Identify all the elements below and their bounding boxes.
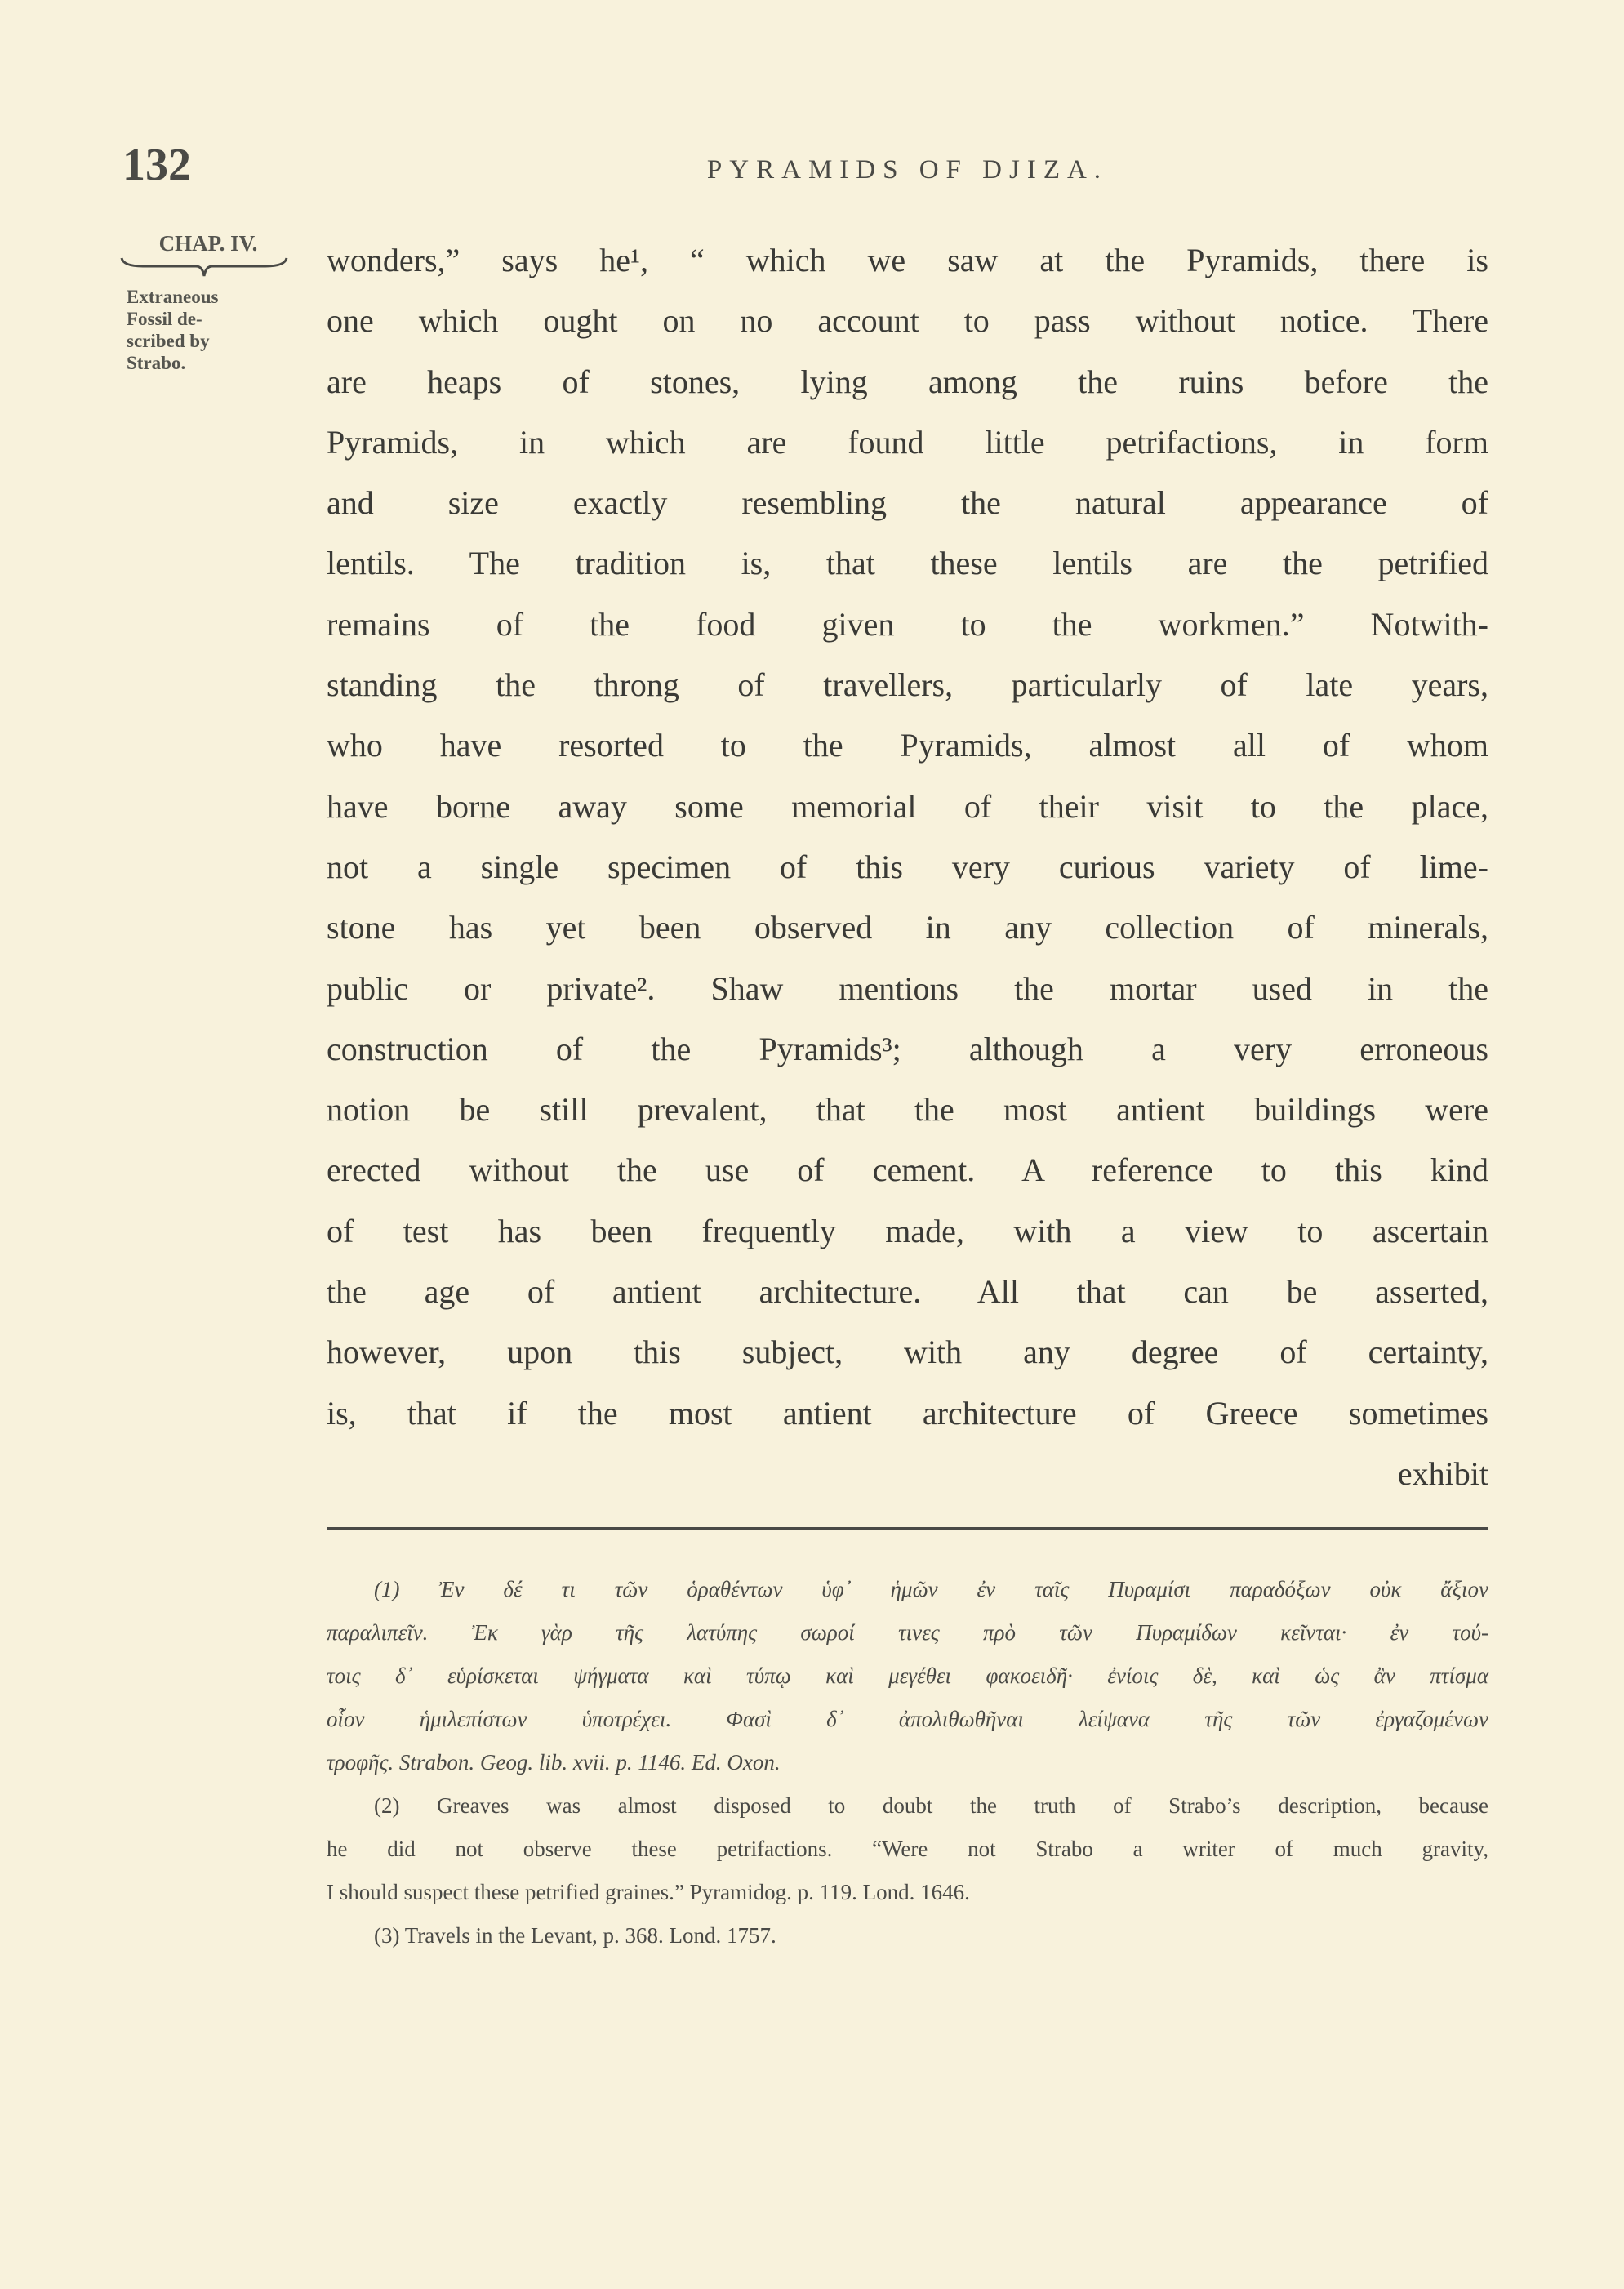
body-line: Pyramids, in which are found little petrifactions, in form <box>327 423 1488 461</box>
running-title: PYRAMIDS OF DJIZA. <box>706 155 1109 185</box>
page-number: 132 <box>122 140 191 190</box>
footnote-3: (3) Travels in the Levant, p. 368. Lond. 1757. <box>374 1923 776 1948</box>
footnote-2-line: he did not observe these petrifactions. “Were not Strabo a writer of much gravity, <box>327 1837 1488 1861</box>
brace-ornament <box>118 256 290 278</box>
body-line: have borne away some memorial of their visit to the place, <box>327 787 1488 825</box>
body-line: however, upon this subject, with any degree of certainty, <box>327 1334 1488 1371</box>
body-line: standing the throng of travellers, particularly of late years, <box>327 666 1488 704</box>
body-line: remains of the food given to the workmen.” Notwith- <box>327 605 1488 643</box>
side-note-line: Extraneous <box>127 287 219 307</box>
body-line: and size exactly resembling the natural appearance of <box>327 484 1488 522</box>
body-line: is, that if the most antient architecture of Greece sometimes <box>327 1394 1488 1432</box>
body-line: public or private². Shaw mentions the mortar used in the <box>327 969 1488 1007</box>
side-note-line: scribed by <box>127 331 210 351</box>
footnote-1-line: τροφῆς. Strabon. Geog. lib. xvii. p. 1146. Ed. Oxon. <box>327 1750 781 1775</box>
body-line: wonders,” says he¹, “ which we saw at the Pyramids, there is <box>327 242 1488 278</box>
side-note-line: Fossil de- <box>127 309 202 329</box>
footnotes <box>327 1568 1488 1957</box>
body-line: erected without the use of cement. A reference to this kind <box>327 1151 1488 1189</box>
catchword: exhibit <box>1397 1454 1488 1492</box>
footnote-1-line: τοις δ᾽ εὑρίσκεται ψήγματα καὶ τύπῳ καὶ μεγέθει φακοειδῆ· ἐνίοις δὲ, καὶ ὡς ἂν πτίσμα <box>327 1663 1488 1688</box>
body-line: lentils. The tradition is, that these lentils are the petrified <box>327 545 1488 582</box>
side-note-line: Strabo. <box>127 353 186 373</box>
body-line: the age of antient architecture. All that can be asserted, <box>327 1273 1488 1311</box>
marginal-note <box>127 233 298 374</box>
body-line: who have resorted to the Pyramids, almost all of whom <box>327 727 1488 764</box>
body-line: notion be still prevalent, that the most antient buildings were <box>327 1091 1488 1129</box>
chapter-label: CHAP. IV. <box>158 231 258 256</box>
body-line: of test has been frequently made, with a view to ascertain <box>327 1212 1488 1249</box>
footnote-1-line: παραλιπεῖν. Ἐκ γὰρ τῆς λατύπης σωροί τινες πρὸ τῶν Πυραμίδων κεῖνται· ἐν τού- <box>327 1620 1488 1645</box>
body-line: construction of the Pyramids³; although a very erroneous <box>327 1030 1488 1067</box>
footnote-rule <box>327 1527 1488 1530</box>
footnote-2-line: (2) Greaves was almost disposed to doubt the truth of Strabo’s description, because <box>374 1793 1488 1818</box>
body-line: one which ought on no account to pass without notice. There <box>327 302 1488 340</box>
body-line: stone has yet been observed in any collection of minerals, <box>327 909 1488 946</box>
body-line: not a single specimen of this very curious variety of lime- <box>327 848 1488 885</box>
footnote-2-line: I should suspect these petrified graines.” Pyramidog. p. 119. Lond. 1646. <box>327 1880 970 1904</box>
footnote-1-line: (1) Ἐν δέ τι τῶν ὁραθέντων ὑφ᾽ ἡμῶν ἐν ταῖς Πυραμίσι παραδόξων οὐκ ἄξιον <box>374 1577 1488 1601</box>
body-line: are heaps of stones, lying among the ruins before the <box>327 363 1488 400</box>
footnote-1-line: οἷον ἡμιλεπίστων ὑποτρέχει. Φασὶ δ᾽ ἀπολιθωθῆναι λείψανα τῆς τῶν ἐργαζομένων <box>327 1707 1488 1731</box>
body-text <box>327 230 1488 1504</box>
